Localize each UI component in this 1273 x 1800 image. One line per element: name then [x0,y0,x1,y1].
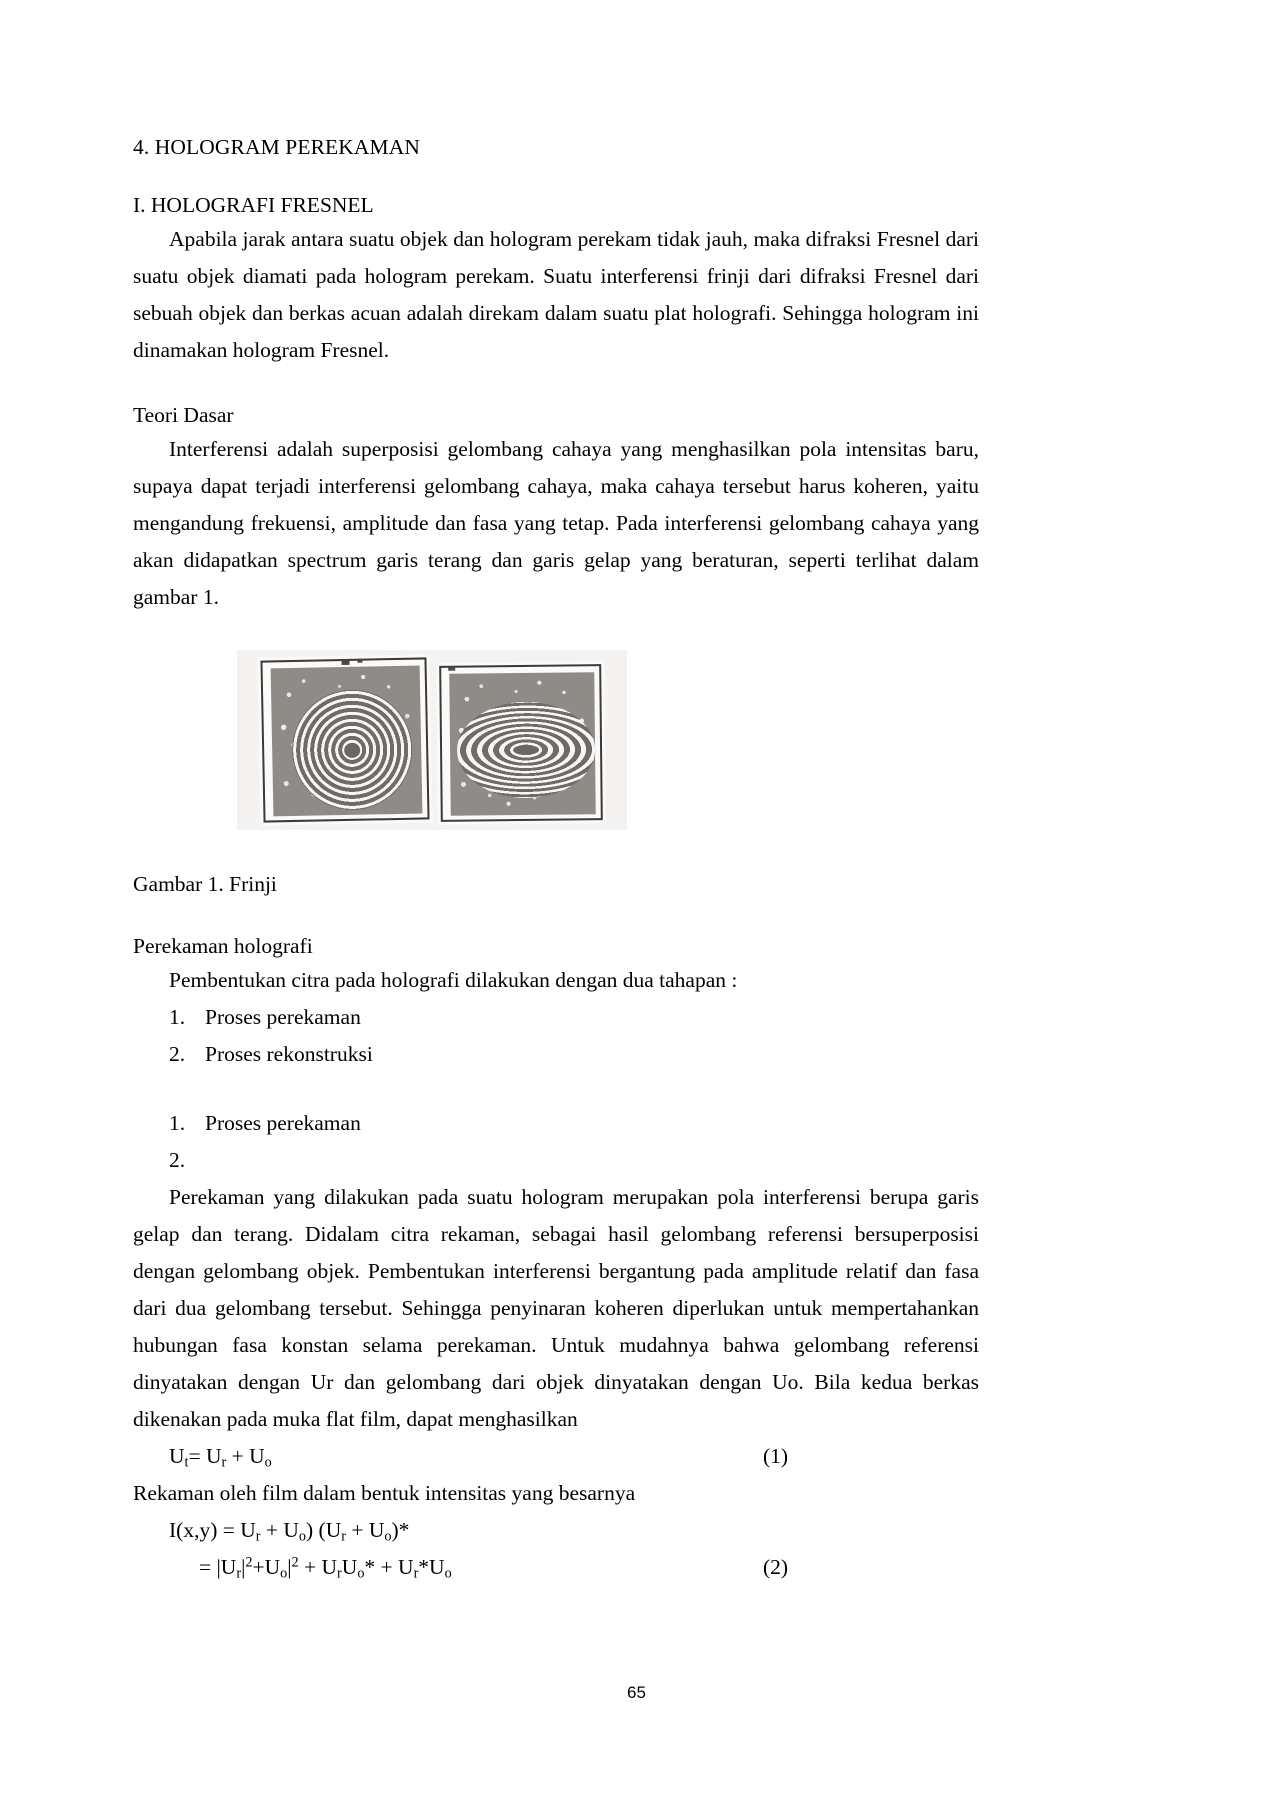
figure-1 [133,650,979,830]
panel-tick [341,660,349,665]
teori-dasar-heading: Teori Dasar [133,403,234,427]
panel-tick [357,659,362,663]
paragraph-intro: Apabila jarak antara suatu objek dan hologram perekam tidak jauh, maka difraksi Fresnel dari suatu objek diamati pada hologram perekam. Suatu interferensi frinji dari difraksi Fresnel dari sebuah objek dan berkas acuan adalah direkam dalam suatu plat holografi. Sehingga hologram ini dinamakan hologram Fresnel. [133,227,979,362]
equation-2-tag: (2) [763,1555,789,1579]
panel-tick [448,667,455,671]
list-item [133,1142,979,1179]
chapter-heading: 4. HOLOGRAM PEREKAMAN [133,135,420,159]
page-number: 65 [627,1683,646,1702]
list-item-number: 2. [169,1042,186,1066]
paragraph-teori-dasar: Interferensi adalah superposisi gelombang cahaya yang menghasilkan pola intensitas baru, supaya dapat terjadi interferensi gelombang cahaya, maka cahaya tersebut harus koheren, yaitu mengandung frekuensi, amplitude dan fasa yang tetap. Pada interferensi gelombang cahaya yang akan didapatkan spectrum garis terang dan garis gelap yang beraturan, seperti terlihat dalam gambar 1. [133,437,979,609]
list-item-label: Proses perekaman [205,1111,361,1135]
list-item-number: 1. [169,1005,186,1029]
list-tahapan [133,999,979,1073]
panel-plate [449,672,595,816]
list-proses [133,1105,979,1179]
paragraph-perekaman: Perekaman yang dilakukan pada suatu hologram merupakan pola interferensi berupa garis gelap dan terang. Didalam citra rekaman, sebagai hasil gelombang referensi bersuperposisi dengan gelombang objek. Pembentukan interferensi bergantung pada amplitude relatif dan fasa dari dua gelombang tersebut. Sehingga penyinaran koheren diperlukan untuk mempertahankan hubungan fasa konstan selama perekaman. Untuk mudahnya bahwa gelombang referensi dinyatakan dengan Ur dan gelombang dari objek dinyatakan dengan Uo. Bila kedua berkas dikenakan pada muka flat film, dapat menghasilkan [133,1185,979,1431]
equation-1 [133,1438,979,1475]
list-item [133,999,979,1036]
list-item-label: Proses rekonstruksi [205,1042,373,1066]
figure-caption: Gambar 1. Frinji [133,872,277,896]
equation-2-expression-line-2: = $|U_r|^2+U_o|^2 + U_rU_o* + U_r*U_o$ [199,1554,452,1582]
list-item [133,1105,979,1142]
equation-1-expression: $U_t= U_r + U_o$ [169,1444,272,1471]
paragraph-rekaman-intensitas: Rekaman oleh film dalam bentuk intensitas yang besarnya [133,1481,636,1505]
equation-2-line-2 [133,1549,979,1586]
list-item-number: 2. [169,1148,186,1172]
list-item [133,1036,979,1073]
list-item-number: 1. [169,1111,186,1135]
perekaman-holografi-intro: Pembentukan citra pada holografi dilakukan dengan dua tahapan : [169,968,738,992]
list-item-label: Proses perekaman [205,1005,361,1029]
section-heading: I. HOLOGRAFI FRESNEL [133,193,374,217]
perekaman-holografi-heading: Perekaman holografi [133,934,313,958]
equation-2-expression-line-1: $I(x,y) = U_r + U_o$) $(U_r + U_o)*$ [169,1518,410,1545]
panel-plate [271,666,423,817]
figure-panel-elliptical [436,661,606,825]
equation-2-line-1 [133,1512,979,1549]
list-item-label [205,1142,979,1179]
page-content [133,133,979,1586]
elliptical-fringe-pattern [456,701,595,798]
equation-1-tag: (1) [763,1444,789,1468]
figure-image [237,650,627,830]
figure-panel-circular [257,654,432,825]
